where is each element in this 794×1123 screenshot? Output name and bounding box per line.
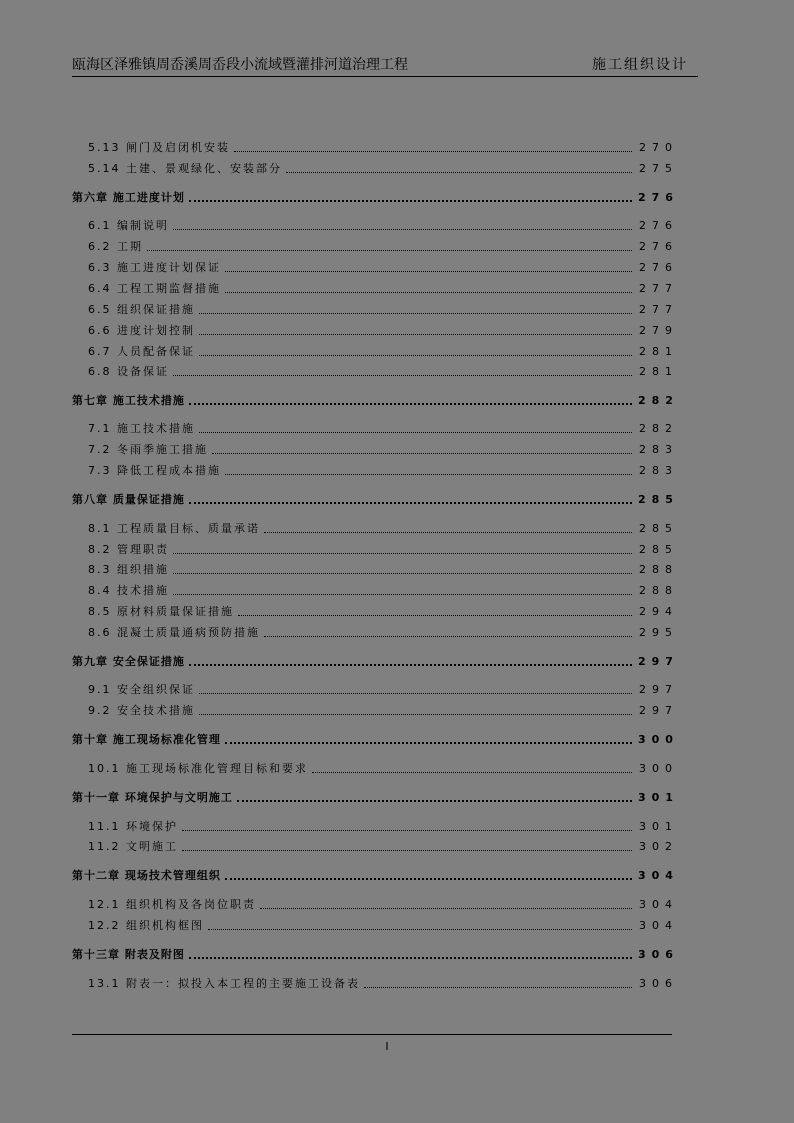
- toc-chapter-entry[interactable]: [72, 491, 679, 507]
- toc-entry-page-number: 306: [638, 948, 679, 961]
- toc-entry-label: 8.6 混凝土质量通病预防措施: [88, 626, 260, 639]
- toc-section-entry[interactable]: [72, 462, 678, 478]
- dot-leader: [212, 452, 632, 454]
- toc-entry-label: 5.14 土建、景观绿化、安装部分: [88, 162, 282, 175]
- project-title: 瓯海区泽雅镇周岙溪周岙段小流域暨灌排河道治理工程: [72, 57, 408, 73]
- toc-entry-page-number: 297: [639, 704, 678, 717]
- dot-leader: [264, 531, 632, 533]
- toc-entry-label: 第十二章 现场技术管理组织: [72, 869, 221, 882]
- dot-leader: [199, 333, 632, 335]
- toc-entry-label: 11.2 文明施工: [88, 840, 178, 853]
- toc-entry-label: 第六章 施工进度计划: [72, 191, 185, 204]
- toc-entry-page-number: 276: [639, 261, 678, 274]
- toc-entry-page-number: 277: [639, 282, 678, 295]
- toc-section-entry[interactable]: [72, 818, 678, 834]
- dot-leader: [225, 270, 632, 272]
- toc-entry-label: 9.2 安全技术措施: [88, 704, 195, 717]
- toc-entry-page-number: 283: [639, 443, 678, 456]
- toc-entry-label: 6.2 工期: [88, 240, 143, 253]
- dot-leader: [173, 552, 632, 554]
- toc-section-entry[interactable]: [72, 420, 678, 436]
- toc-entry-label: 6.7 人员配备保证: [88, 345, 195, 358]
- footer-page-number: I: [385, 1040, 389, 1053]
- toc-entry-page-number: 301: [639, 820, 678, 833]
- toc-section-entry[interactable]: [72, 975, 678, 991]
- toc-entry-page-number: 285: [639, 543, 678, 556]
- toc-entry-page-number: 276: [639, 219, 678, 232]
- toc-entry-label: 6.8 设备保证: [88, 365, 169, 378]
- toc-entry-label: 13.1 附表一：拟投入本工程的主要施工设备表: [88, 977, 360, 990]
- dot-leader: [286, 171, 632, 173]
- dot-leader: [182, 849, 632, 851]
- toc-entry-page-number: 294: [639, 605, 678, 618]
- toc-entry-label: 7.3 降低工程成本措施: [88, 464, 221, 477]
- toc-entry-page-number: 304: [639, 898, 678, 911]
- toc-entry-page-number: 306: [639, 977, 678, 990]
- dot-leader: [199, 354, 632, 356]
- toc-entry-page-number: 297: [639, 683, 678, 696]
- toc-chapter-entry[interactable]: [72, 867, 679, 883]
- toc-section-entry[interactable]: [72, 259, 678, 275]
- toc-entry-label: 11.1 环境保护: [88, 820, 178, 833]
- toc-entry-label: 6.3 施工进度计划保证: [88, 261, 221, 274]
- toc-chapter-entry[interactable]: [72, 189, 679, 205]
- toc-section-entry[interactable]: [72, 624, 678, 640]
- toc-section-entry[interactable]: [72, 343, 678, 359]
- dot-leader: [199, 692, 632, 694]
- dot-leader: [189, 199, 632, 202]
- toc-section-entry[interactable]: [72, 541, 678, 557]
- toc-entry-label: 12.1 组织机构及各岗位职责: [88, 898, 256, 911]
- toc-entry-label: 6.6 进度计划控制: [88, 324, 195, 337]
- toc-section-entry[interactable]: [72, 917, 678, 933]
- toc-entry-page-number: 270: [639, 141, 678, 154]
- toc-entry-label: 8.2 管理职责: [88, 543, 169, 556]
- toc-section-entry[interactable]: [72, 139, 678, 155]
- toc-entry-page-number: 295: [639, 626, 678, 639]
- dot-leader: [147, 249, 632, 251]
- toc-section-entry[interactable]: [72, 681, 678, 697]
- toc-section-entry[interactable]: [72, 896, 678, 912]
- toc-section-entry[interactable]: [72, 603, 678, 619]
- toc-entry-label: 9.1 安全组织保证: [88, 683, 195, 696]
- toc-entry-page-number: 288: [639, 563, 678, 576]
- toc-section-entry[interactable]: [72, 520, 678, 536]
- toc-entry-page-number: 281: [639, 365, 678, 378]
- toc-entry-page-number: 277: [639, 303, 678, 316]
- toc-entry-page-number: 276: [638, 191, 679, 204]
- dot-leader: [208, 928, 632, 930]
- dot-leader: [182, 829, 632, 831]
- toc-entry-page-number: 282: [639, 422, 678, 435]
- toc-entry-page-number: 279: [639, 324, 678, 337]
- toc-entry-label: 8.1 工程质量目标、质量承诺: [88, 522, 260, 535]
- dot-leader: [173, 228, 632, 230]
- dot-leader: [225, 741, 632, 744]
- toc-chapter-entry[interactable]: [72, 731, 679, 747]
- toc-entry-label: 7.1 施工技术措施: [88, 422, 195, 435]
- toc-chapter-entry[interactable]: [72, 946, 679, 962]
- dot-leader: [173, 374, 632, 376]
- toc-entry-label: 第十三章 附表及附图: [72, 948, 185, 961]
- dot-leader: [364, 986, 632, 988]
- toc-entry-label: 8.4 技术措施: [88, 584, 169, 597]
- toc-section-entry[interactable]: [72, 322, 678, 338]
- toc-entry-label: 12.2 组织机构框图: [88, 919, 204, 932]
- dot-leader: [312, 771, 632, 773]
- toc-section-entry[interactable]: [72, 160, 678, 176]
- dot-leader: [225, 291, 632, 293]
- toc-entry-label: 第九章 安全保证措施: [72, 655, 185, 668]
- toc-entry-label: 6.5 组织保证措施: [88, 303, 195, 316]
- toc-chapter-entry[interactable]: [72, 653, 679, 669]
- toc-entry-page-number: 301: [638, 791, 679, 804]
- toc-entry-label: 7.2 冬雨季施工措施: [88, 443, 208, 456]
- dot-leader: [264, 635, 632, 637]
- toc-entry-label: 8.3 组织措施: [88, 563, 169, 576]
- toc-entry-label: 第八章 质量保证措施: [72, 493, 185, 506]
- toc-section-entry[interactable]: [72, 561, 678, 577]
- dot-leader: [225, 473, 632, 475]
- toc-entry-page-number: 304: [638, 869, 679, 882]
- toc-section-entry[interactable]: [72, 280, 678, 296]
- toc-section-entry[interactable]: [72, 217, 678, 233]
- toc-entry-page-number: 285: [638, 493, 679, 506]
- dot-leader: [189, 402, 632, 405]
- toc-section-entry[interactable]: [72, 838, 678, 854]
- toc-entry-label: 6.4 工程工期监督措施: [88, 282, 221, 295]
- toc-entry-page-number: 302: [639, 840, 678, 853]
- toc-entry-page-number: 300: [638, 733, 679, 746]
- document-title: 施工组织设计: [592, 57, 688, 73]
- toc-entry-page-number: 276: [639, 240, 678, 253]
- dot-leader: [225, 877, 632, 880]
- toc-entry-page-number: 297: [638, 655, 679, 668]
- toc-chapter-entry[interactable]: [72, 392, 679, 408]
- toc-entry-label: 10.1 施工现场标准化管理目标和要求: [88, 762, 308, 775]
- page-header: [72, 56, 698, 77]
- dot-leader: [199, 312, 632, 314]
- toc-section-entry[interactable]: [72, 760, 678, 776]
- toc-entry-label: 5.13 闸门及启闭机安装: [88, 141, 230, 154]
- dot-leader: [237, 799, 632, 802]
- toc-entry-page-number: 285: [639, 522, 678, 535]
- dot-leader: [189, 956, 632, 959]
- dot-leader: [260, 907, 632, 909]
- dot-leader: [189, 501, 632, 504]
- dot-leader: [199, 431, 632, 433]
- toc-section-entry[interactable]: [72, 238, 678, 254]
- dot-leader: [173, 572, 632, 574]
- toc-section-entry[interactable]: [72, 441, 678, 457]
- footer-divider: [72, 1034, 672, 1035]
- toc-entry-page-number: 283: [639, 464, 678, 477]
- toc-chapter-entry[interactable]: [72, 789, 679, 805]
- toc-entry-page-number: 288: [639, 584, 678, 597]
- toc-section-entry[interactable]: [72, 363, 678, 379]
- dot-leader: [234, 150, 632, 152]
- toc-entry-label: 6.1 编制说明: [88, 219, 169, 232]
- toc-entry-label: 第十一章 环境保护与文明施工: [72, 791, 233, 804]
- toc-entry-label: 8.5 原材料质量保证措施: [88, 605, 234, 618]
- toc-section-entry[interactable]: [72, 301, 678, 317]
- toc-entry-label: 第七章 施工技术措施: [72, 394, 185, 407]
- toc-entry-page-number: 281: [639, 345, 678, 358]
- dot-leader: [199, 713, 632, 715]
- dot-leader: [238, 614, 632, 616]
- dot-leader: [173, 593, 632, 595]
- toc-section-entry[interactable]: [72, 702, 678, 718]
- toc-entry-label: 第十章 施工现场标准化管理: [72, 733, 221, 746]
- toc-entry-page-number: 282: [638, 394, 679, 407]
- toc-entry-page-number: 275: [639, 162, 678, 175]
- toc-section-entry[interactable]: [72, 582, 678, 598]
- toc-entry-page-number: 300: [639, 762, 678, 775]
- toc-entry-page-number: 304: [639, 919, 678, 932]
- dot-leader: [189, 663, 632, 666]
